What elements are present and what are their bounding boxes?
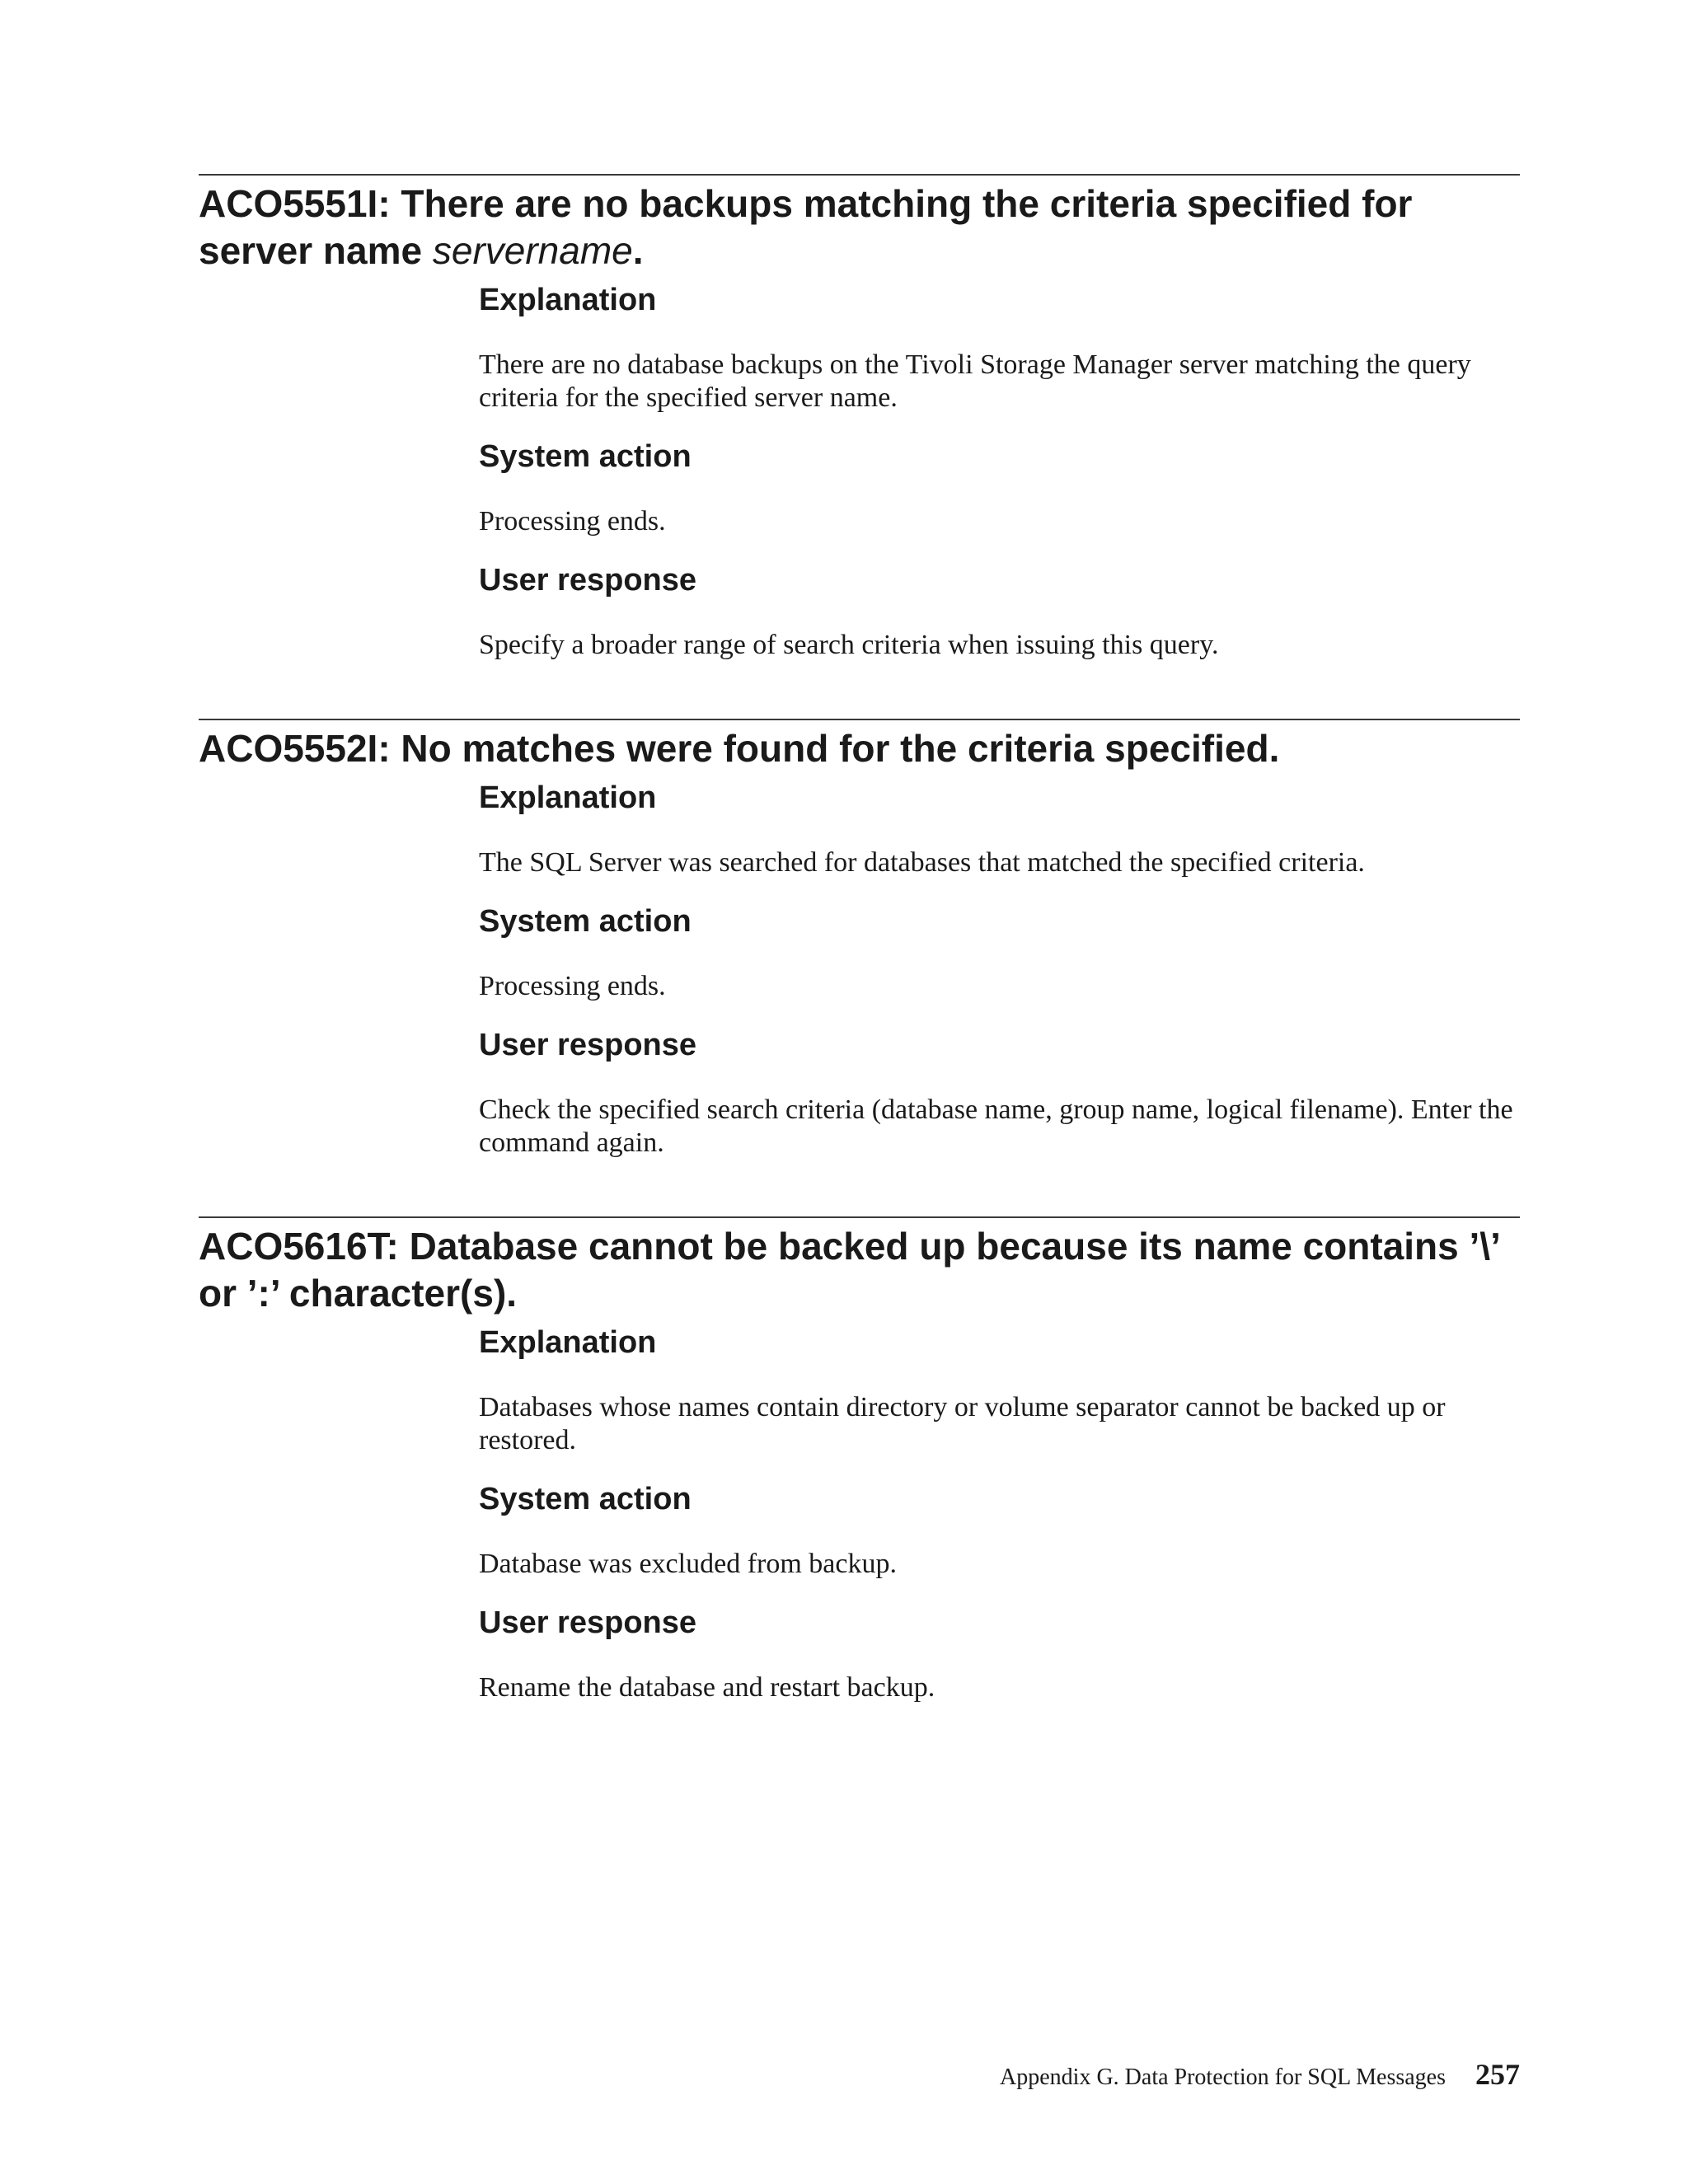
user-response-text: Check the specified search criteria (database name, group name, logical filename). Enter the command again. bbox=[479, 1094, 1513, 1158]
explanation-heading: Explanation bbox=[479, 1325, 657, 1360]
message-body bbox=[479, 281, 1520, 662]
message-aco5551i bbox=[199, 174, 1520, 662]
user-response-text: Rename the database and restart backup. bbox=[479, 1672, 935, 1703]
explanation-text: The SQL Server was searched for databases that matched the specified criteria. bbox=[479, 847, 1365, 878]
message-aco5616t bbox=[199, 1216, 1520, 1704]
message-divider bbox=[199, 174, 1520, 176]
system-action-text: Database was excluded from backup. bbox=[479, 1549, 897, 1579]
user-response-heading: User response bbox=[479, 563, 697, 598]
message-title: ACO5552I: No matches were found for the criteria specified. bbox=[199, 727, 1280, 770]
user-response-heading: User response bbox=[479, 1605, 697, 1640]
system-action-text: Processing ends. bbox=[479, 971, 666, 1001]
explanation-text: There are no database backups on the Tivoli Storage Manager server matching the query criteria for the specified server name. bbox=[479, 349, 1471, 413]
message-title-variable: servername bbox=[432, 229, 633, 272]
message-title: ACO5616T: Database cannot be backed up because its name contains ’\’ or ’:’ character(s). bbox=[199, 1225, 1499, 1315]
message-divider bbox=[199, 1216, 1520, 1218]
page-number: 257 bbox=[1475, 2058, 1520, 2091]
explanation-heading: Explanation bbox=[479, 283, 657, 317]
user-response-heading: User response bbox=[479, 1028, 697, 1062]
message-title-suffix: . bbox=[632, 229, 644, 272]
system-action-heading: System action bbox=[479, 439, 692, 474]
message-body bbox=[479, 1324, 1520, 1704]
system-action-heading: System action bbox=[479, 904, 692, 939]
system-action-heading: System action bbox=[479, 1482, 692, 1516]
explanation-heading: Explanation bbox=[479, 780, 657, 815]
message-title bbox=[199, 180, 1520, 274]
user-response-text: Specify a broader range of search criteria when issuing this query. bbox=[479, 630, 1219, 660]
page-footer bbox=[1000, 2057, 1520, 2092]
message-title-text: ACO5551I: There are no backups matching the criteria specified for server name bbox=[199, 182, 1413, 272]
system-action-text: Processing ends. bbox=[479, 506, 666, 537]
message-divider bbox=[199, 719, 1520, 720]
message-body bbox=[479, 779, 1520, 1160]
explanation-text: Databases whose names contain directory or volume separator cannot be backed up or restored. bbox=[479, 1392, 1446, 1455]
message-aco5552i bbox=[199, 719, 1520, 1160]
footer-text: Appendix G. Data Protection for SQL Messages bbox=[1000, 2064, 1446, 2090]
